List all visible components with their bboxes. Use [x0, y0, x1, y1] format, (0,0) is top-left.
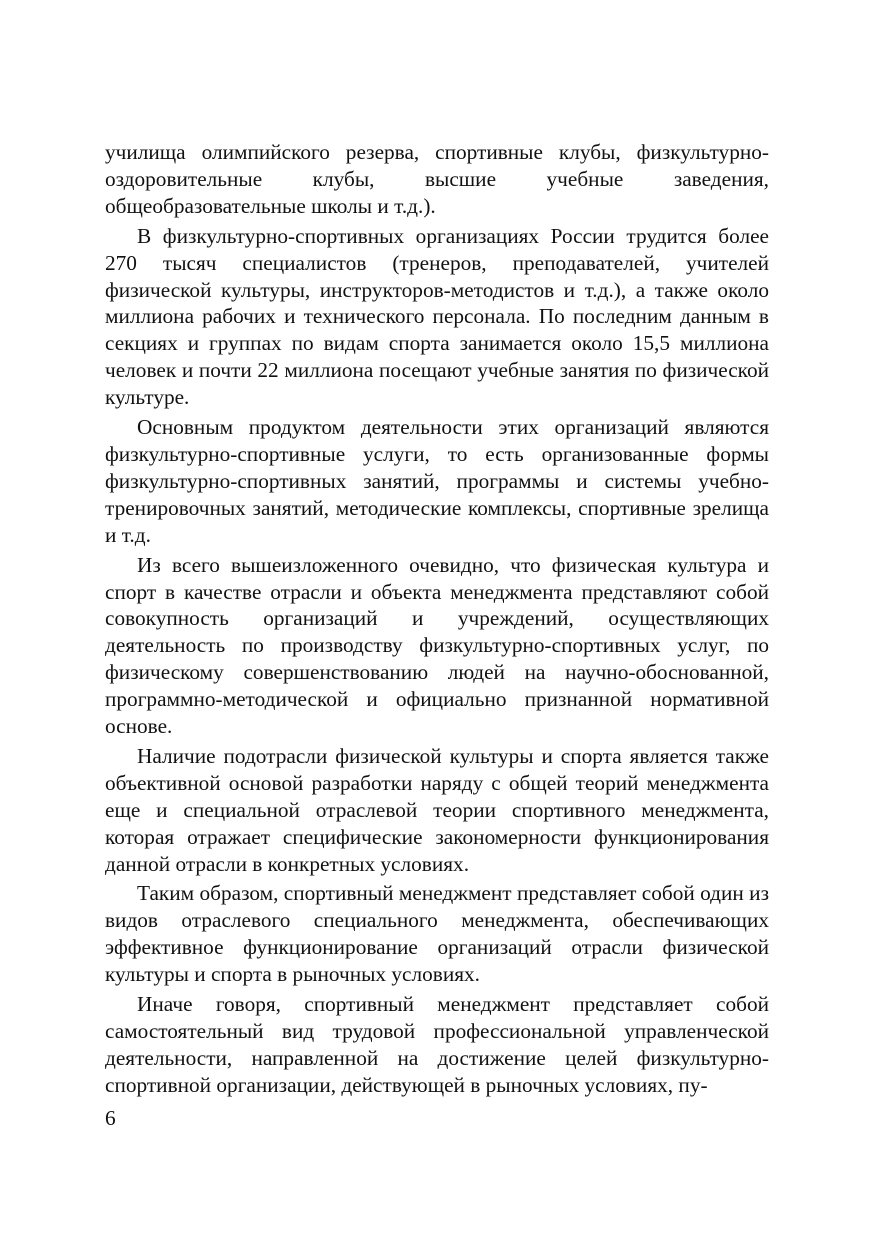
paragraph-1: училища олимпийского резерва, спортивные клубы, физкультурно-оздоровительные клубы, высшие учебные заведения, общеобразовательные школы и т.д.). — [105, 140, 769, 218]
paragraph-6: Таким образом, спортивный менеджмент представляет собой один из видов отраслевого специального менеджмента, обеспечивающих эффективное функционирование организаций отрасли физической культуры и спорта в рыночных условиях. — [105, 881, 769, 987]
paragraph-7: Иначе говоря, спортивный менеджмент представляет собой самостоятельный вид трудовой профессиональной управленческой деятельности, направленной на достижение целей физкультурно-спортивной организации, действующей в рыночных условиях, пу- — [105, 992, 769, 1097]
paragraph-5: Наличие подотрасли физической культуры и спорта является также объективной основой разработки наряду с общей теорий менеджмента еще и специальной отраслевой теории спортивного менеджмента, которая отражает специфические закономерности функционирования данной отрасли в конкретных условиях. — [105, 743, 769, 876]
paragraph-2: В физкультурно-спортивных организациях России трудится более 270 тысяч специалистов (тренеров, преподавателей, учителей физической культуры, инструкторов-методистов и т.д.), а также около миллиона рабочих и технического персонала. По последним данным в секциях и группах по видам спорта занимается около 15,5 миллиона человек и почти 22 миллиона посещают учебные занятия по физической культуре. — [105, 223, 769, 410]
body-text — [105, 139, 769, 1102]
page-number: 6 — [105, 1106, 116, 1130]
paragraph-4: Из всего вышеизложенного очевидно, что физическая культура и спорт в качестве отрасли и объекта менеджмента представляют собой совокупность организаций и учреждений, осуществляющих деятельность по производству физкультурно-спортивных услуг, по физическому совершенствованию людей на научно-обоснованной, программно-методической и официально признанной нормативной основе. — [105, 552, 769, 739]
paragraph-3: Основным продуктом деятельности этих организаций являются физкультурно-спортивные услуги, то есть организованные формы физкультурно-спортивных занятий, программы и системы учебно-тренировочных занятий, методические комплексы, спортивные зрелища и т.д. — [105, 415, 769, 547]
